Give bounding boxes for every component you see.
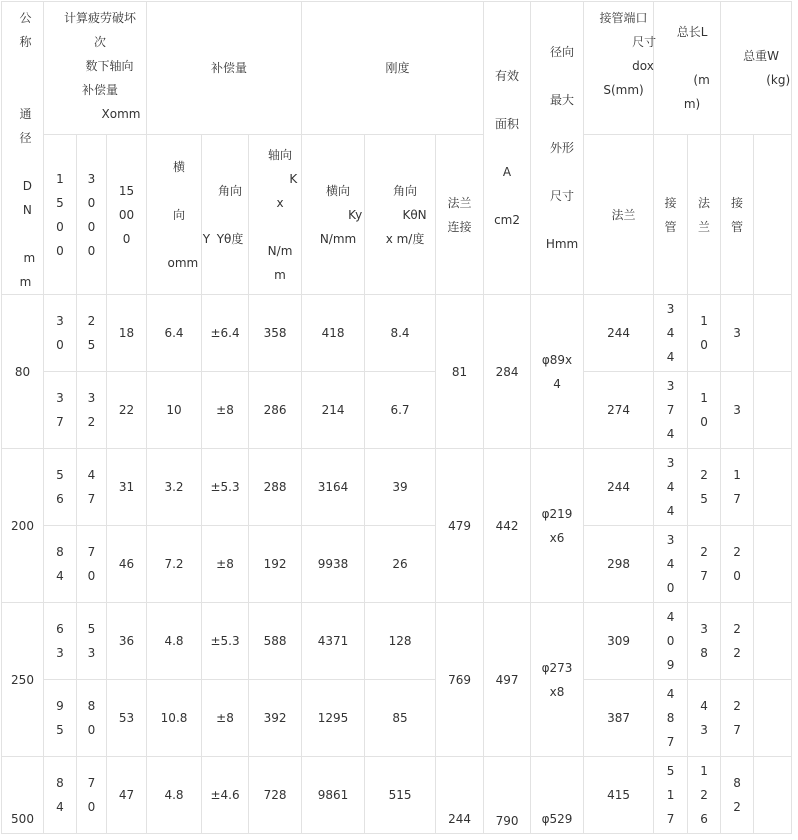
cell-1500: 3 0 — [44, 295, 77, 372]
header-1500: 1 5 0 0 — [44, 135, 77, 295]
header-lateral-ky: 横向 Ky N/mm — [302, 135, 365, 295]
cell-port-size: 244 — [584, 295, 654, 372]
cell-length-pipe: 4 0 9 — [654, 603, 688, 680]
header-total-length: 总长L (m m) — [654, 2, 721, 135]
cell-empty — [754, 680, 792, 757]
cell-lateral-y: 6.4 — [147, 295, 202, 372]
header-flange: 法兰 — [584, 135, 654, 295]
header-pipe: 接 管 — [654, 135, 688, 295]
header-compensation: 补偿量 — [147, 2, 302, 135]
cell-3000: 7 0 — [77, 526, 107, 603]
cell-axial-kx: 392 — [249, 680, 302, 757]
cell-angular-ytheta: ±4.6 — [202, 757, 249, 834]
cell-dn: 80 — [2, 295, 44, 449]
cell-1500: 9 5 — [44, 680, 77, 757]
cell-length-flange: 4 3 — [688, 680, 721, 757]
header-flange-v: 法 兰 — [688, 135, 721, 295]
cell-flange-connect: 769 — [436, 603, 484, 757]
cell-lateral-y: 3.2 — [147, 449, 202, 526]
cell-lateral-ky: 9861 — [302, 757, 365, 834]
cell-lateral-y: 7.2 — [147, 526, 202, 603]
cell-weight: 3 — [721, 372, 754, 449]
cell-axial-kx: 728 — [249, 757, 302, 834]
cell-radial-size: φ89x 4 — [531, 295, 584, 449]
cell-weight: 2 7 — [721, 680, 754, 757]
header-15000: 15 00 0 — [107, 135, 147, 295]
cell-effective-area: 442 — [484, 449, 531, 603]
cell-length-pipe: 3 4 0 — [654, 526, 688, 603]
cell-length-flange: 1 0 — [688, 295, 721, 372]
cell-length-flange: 3 8 — [688, 603, 721, 680]
header-port-size: 接管端口 尺寸 dox S(mm) — [584, 2, 654, 135]
table-row — [2, 449, 792, 526]
cell-effective-area: 497 — [484, 603, 531, 757]
header-row-1 — [2, 2, 792, 135]
header-total-weight: 总重W (kg) — [721, 2, 792, 135]
cell-angular-ytheta: ±8 — [202, 526, 249, 603]
header-lateral-y: 横 向 Y omm — [147, 135, 202, 295]
cell-length-flange: 1 0 — [688, 372, 721, 449]
cell-lateral-ky: 3164 — [302, 449, 365, 526]
header-effective-area: 有效 面积 A cm2 — [484, 2, 531, 295]
cell-angular-ytheta: ±5.3 — [202, 449, 249, 526]
cell-angular-ktheta: 39 — [365, 449, 436, 526]
cell-port-size: 387 — [584, 680, 654, 757]
header-axial-kx: 轴向 K x N/m m — [249, 135, 302, 295]
cell-lateral-y: 4.8 — [147, 757, 202, 834]
cell-lateral-ky: 1295 — [302, 680, 365, 757]
cell-radial-size: φ273 x8 — [531, 603, 584, 757]
cell-axial-kx: 286 — [249, 372, 302, 449]
cell-angular-ktheta: 6.7 — [365, 372, 436, 449]
cell-empty — [754, 372, 792, 449]
cell-axial-kx: 358 — [249, 295, 302, 372]
table-row — [2, 680, 792, 757]
cell-flange-connect: 244 — [436, 757, 484, 834]
cell-axial-kx: 192 — [249, 526, 302, 603]
cell-empty — [754, 757, 792, 834]
cell-length-flange: 2 5 — [688, 449, 721, 526]
cell-angular-ktheta: 515 — [365, 757, 436, 834]
header-nominal-diameter: 公 称 通 径 D N m m — [2, 2, 44, 295]
cell-length-pipe: 3 4 4 — [654, 449, 688, 526]
cell-angular-ktheta: 8.4 — [365, 295, 436, 372]
cell-angular-ktheta: 85 — [365, 680, 436, 757]
cell-empty — [754, 449, 792, 526]
cell-flange-connect: 81 — [436, 295, 484, 449]
cell-length-pipe: 5 1 7 — [654, 757, 688, 834]
cell-1500: 8 4 — [44, 757, 77, 834]
cell-port-size: 298 — [584, 526, 654, 603]
cell-3000: 5 3 — [77, 603, 107, 680]
cell-dn: 200 — [2, 449, 44, 603]
cell-port-size: 244 — [584, 449, 654, 526]
cell-angular-ytheta: ±8 — [202, 372, 249, 449]
cell-lateral-y: 10 — [147, 372, 202, 449]
cell-port-size: 274 — [584, 372, 654, 449]
cell-15000: 22 — [107, 372, 147, 449]
cell-port-size: 309 — [584, 603, 654, 680]
cell-weight: 2 0 — [721, 526, 754, 603]
cell-length-pipe: 4 8 7 — [654, 680, 688, 757]
table-row — [2, 526, 792, 603]
cell-15000: 46 — [107, 526, 147, 603]
cell-angular-ytheta: ±5.3 — [202, 603, 249, 680]
table-row — [2, 603, 792, 680]
cell-3000: 7 0 — [77, 757, 107, 834]
cell-15000: 53 — [107, 680, 147, 757]
cell-length-pipe: 3 4 4 — [654, 295, 688, 372]
cell-3000: 8 0 — [77, 680, 107, 757]
header-pipe-2: 接 管 — [721, 135, 754, 295]
cell-lateral-ky: 4371 — [302, 603, 365, 680]
cell-weight: 2 2 — [721, 603, 754, 680]
cell-empty — [754, 295, 792, 372]
cell-3000: 2 5 — [77, 295, 107, 372]
cell-dn: 500 — [2, 757, 44, 834]
table-row — [2, 372, 792, 449]
cell-3000: 4 7 — [77, 449, 107, 526]
cell-angular-ytheta: ±8 — [202, 680, 249, 757]
cell-axial-kx: 588 — [249, 603, 302, 680]
header-empty — [754, 135, 792, 295]
cell-length-pipe: 3 7 4 — [654, 372, 688, 449]
header-stiffness: 刚度 — [302, 2, 484, 135]
cell-lateral-ky: 9938 — [302, 526, 365, 603]
header-angular-ktheta: 角向 KθN x m/度 — [365, 135, 436, 295]
cell-lateral-ky: 214 — [302, 372, 365, 449]
cell-axial-kx: 288 — [249, 449, 302, 526]
table-row — [2, 295, 792, 372]
cell-15000: 36 — [107, 603, 147, 680]
cell-effective-area: 790 — [484, 757, 531, 834]
cell-empty — [754, 526, 792, 603]
cell-15000: 47 — [107, 757, 147, 834]
cell-length-flange: 2 7 — [688, 526, 721, 603]
cell-dn: 250 — [2, 603, 44, 757]
cell-weight: 1 7 — [721, 449, 754, 526]
cell-port-size: 415 — [584, 757, 654, 834]
cell-angular-ytheta: ±6.4 — [202, 295, 249, 372]
header-3000: 3 0 0 0 — [77, 135, 107, 295]
cell-1500: 5 6 — [44, 449, 77, 526]
header-angular-ytheta: 角向 Yθ度 — [202, 135, 249, 295]
cell-1500: 3 7 — [44, 372, 77, 449]
cell-radial-size: φ529 — [531, 757, 584, 834]
cell-lateral-ky: 418 — [302, 295, 365, 372]
cell-15000: 18 — [107, 295, 147, 372]
cell-angular-ktheta: 26 — [365, 526, 436, 603]
spec-table — [1, 1, 792, 834]
cell-effective-area: 284 — [484, 295, 531, 449]
cell-3000: 3 2 — [77, 372, 107, 449]
cell-weight: 8 2 — [721, 757, 754, 834]
cell-lateral-y: 4.8 — [147, 603, 202, 680]
header-row-2 — [2, 135, 792, 295]
cell-1500: 8 4 — [44, 526, 77, 603]
cell-flange-connect: 479 — [436, 449, 484, 603]
cell-15000: 31 — [107, 449, 147, 526]
cell-empty — [754, 603, 792, 680]
cell-1500: 6 3 — [44, 603, 77, 680]
header-radial-size: 径向 最大 外形 尺寸 Hmm — [531, 2, 584, 295]
cell-weight: 3 — [721, 295, 754, 372]
table-row — [2, 757, 792, 834]
header-flange-connect: 法兰 连接 — [436, 135, 484, 295]
cell-lateral-y: 10.8 — [147, 680, 202, 757]
header-fatigue: 计算疲劳破坏 次 数下轴向 补偿量 Xomm — [44, 2, 147, 135]
cell-angular-ktheta: 128 — [365, 603, 436, 680]
cell-radial-size: φ219 x6 — [531, 449, 584, 603]
cell-length-flange: 1 2 6 — [688, 757, 721, 834]
